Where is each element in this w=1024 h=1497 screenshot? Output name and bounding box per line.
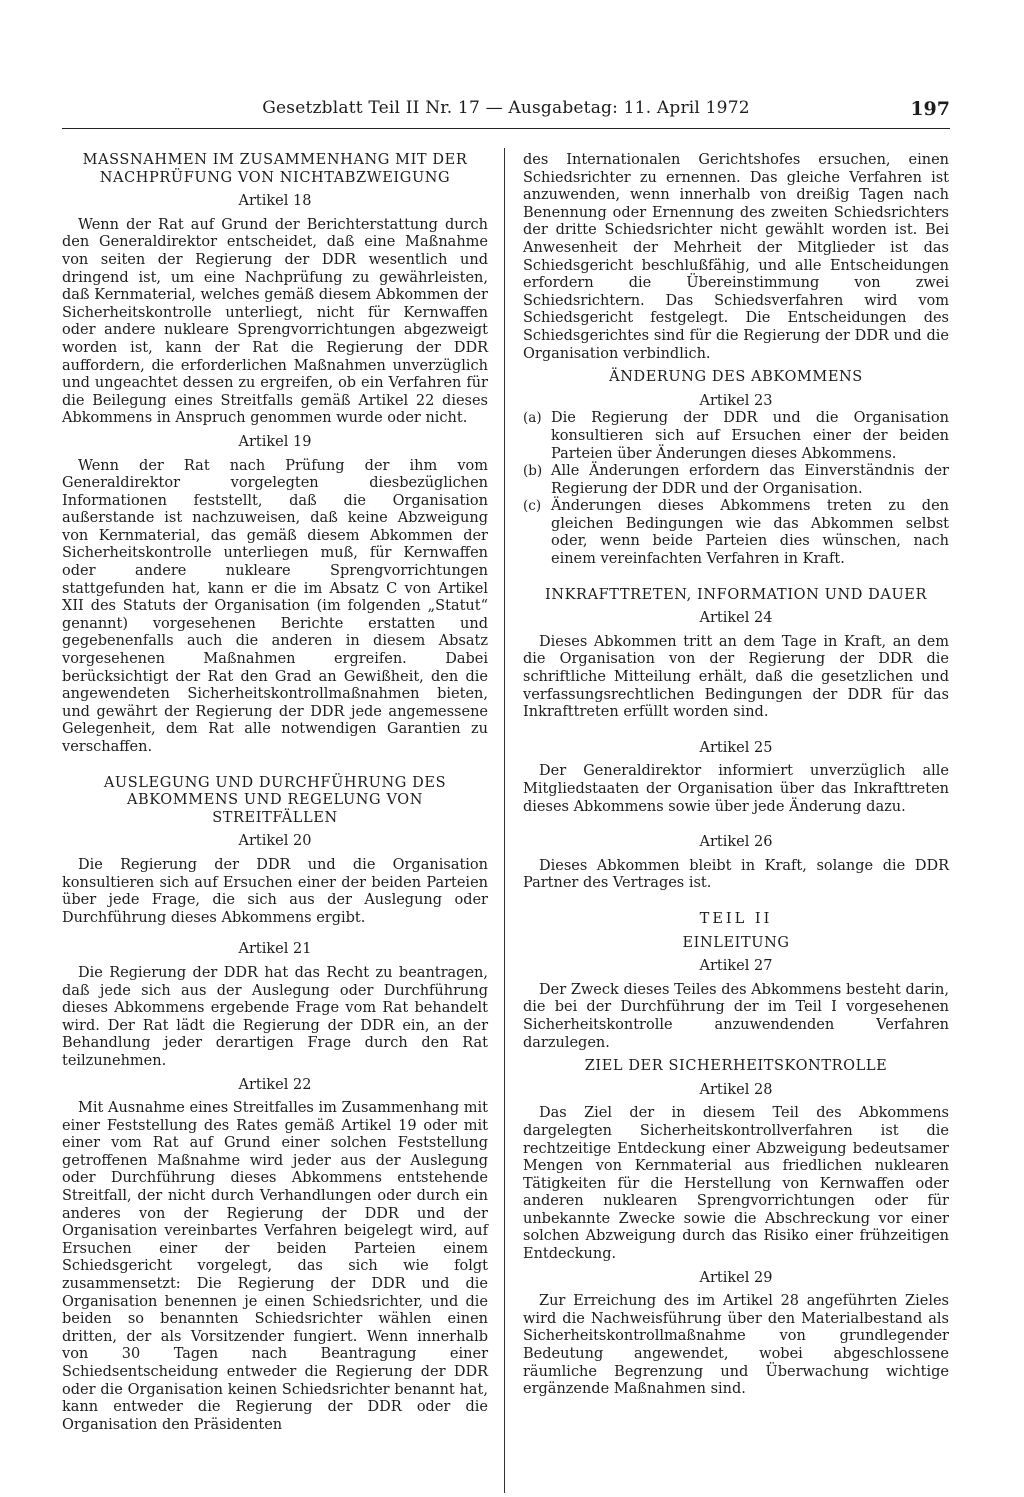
article-title: Artikel 28 — [699, 1081, 773, 1098]
article-title: Artikel 24 — [699, 610, 773, 627]
section-heading: ZIEL DER SICHERHEITSKONTROLLE — [584, 1058, 888, 1075]
article-title: Artikel 18 — [238, 193, 312, 210]
section-heading: INKRAFTTRETEN, INFORMATION UND DAUER — [545, 586, 927, 603]
article-text: Der Generaldirektor informiert unverzüglich alle Mitgliedstaaten der Organisation über das Inkrafttreten dieses Abkommens sowie über jede Änderung dazu. — [523, 763, 949, 815]
article-title: Artikel 27 — [699, 958, 773, 975]
part-title: TEIL II — [699, 910, 773, 927]
column-divider — [504, 148, 505, 1493]
page-number: 197 — [910, 98, 950, 120]
list-item — [523, 498, 949, 568]
article-title: Artikel 20 — [238, 833, 312, 850]
section-heading: ÄNDERUNG DES ABKOMMENS — [609, 369, 863, 386]
article-text: Dieses Abkommen tritt an dem Tage in Kraft, an dem die Organisation von der Regierung der DDR die schriftliche Mitteilung erhält, daß die gesetzlichen und verfassungsrechtlichen Bedingungen der DDR für das Inkrafttreten erfüllt worden sind. — [523, 633, 949, 721]
item-label: (c) — [523, 498, 542, 515]
article-text: Mit Ausnahme eines Streitfalles im Zusammenhang mit einer Feststellung des Rates gemäß Artikel 19 oder mit einer vom Rat auf Grund einer solchen Feststellung getroffenen Maßnahme wird jeder aus der Auslegung oder Durchführung dieses Abkommens entstehende Streitfall, der nicht durch Verhandlungen oder durch ein anderes von der Regierung der DDR und der Organisation vereinbartes Verfahren beigelegt wird, auf Ersuchen einer der beiden Parteien einem Schiedsgericht vorgelegt, das sich wie folgt zusammensetzt: Die Regierung der DDR und die Organisation benennen je einen Schiedsrichter, und die beiden so benannten Schiedsrichter wählen einen dritten, der als Vorsitzender fungiert. Wenn innerhalb von 30 Tagen nach Beantragung einer Schiedsentscheidung entweder die Regierung der DDR oder die Organisation keinen Schiedsrichter benannt hat, kann entweder die Regierung der DDR oder die Organisation den Präsidenten — [62, 1100, 488, 1433]
section-heading: EINLEITUNG — [682, 934, 790, 951]
article-text: Die Regierung der DDR hat das Recht zu beantragen, daß jede sich aus der Auslegung oder Durchführung dieses Abkommens ergebende Frage vom Rat behandelt wird. Der Rat lädt die Regierung der DDR ein, an der Behandlung jeder derartigen Frage durch den Rat teilzunehmen. — [62, 964, 488, 1069]
article-title: Artikel 21 — [238, 941, 312, 958]
article-title: Artikel 19 — [238, 433, 312, 450]
item-text: Änderungen dieses Abkommens treten zu den gleichen Bedingungen wie das Abkommen selbst oder, wenn beide Parteien dies wünschen, nach einem vereinfachten Verfahren in Kraft. — [551, 498, 949, 568]
article-text: Wenn der Rat nach Prüfung der ihm vom Generaldirektor vorgelegten diesbezüglichen Informationen feststellt, daß die Organisation außerstande ist nachzuweisen, daß keine Abzweigung von Kernmaterial, das gemäß diesem Abkommen der Sicherheitskontrolle unterliegen muß, für Kernwaffen oder andere nukleare Sprengvorrichtungen stattgefunden hat, kann er die im Absatz C von Artikel XII des Statuts der Organisation (im folgenden „Statut“ genannt) vorgesehenen Berichte erstatten und gegebenenfalls auch die anderen in diesem Absatz vorgesehenen Maßnahmen ergreifen. Dabei berücksichtigt der Rat den Grad an Gewißheit, den die angewendeten Sicherheitskontrollmaßnahmen bieten, und gewährt der Regierung der DDR jede angemessene Gelegenheit, dem Rat alle notwendigen Garantien zu verschaffen. — [62, 457, 488, 755]
journal-title: Gesetzblatt Teil II Nr. 17 — Ausgabetag: 11. April 1972 — [262, 98, 750, 118]
left-column — [62, 152, 488, 1434]
header-rule — [62, 128, 950, 129]
item-label: (a) — [523, 410, 542, 427]
article-text: Die Regierung der DDR und die Organisation konsultieren sich auf Ersuchen einer der beiden Parteien über jede Frage, die sich aus der Auslegung oder Durchführung dieses Abkommens ergibt. — [62, 856, 488, 926]
article-title: Artikel 29 — [699, 1269, 773, 1286]
article-title: Artikel 22 — [238, 1076, 312, 1093]
section-heading: MASSNAHMEN IM ZUSAMMENHANG MIT DER NACHPRÜFUNG VON NICHTABZWEIGUNG — [82, 152, 468, 186]
section-heading: AUSLEGUNG UND DURCHFÜHRUNG DES ABKOMMENS UND REGELUNG VON STREITFÄLLEN — [103, 774, 447, 826]
list-item — [523, 463, 949, 498]
page-header — [62, 98, 950, 128]
list-item — [523, 410, 949, 463]
article-text: Zur Erreichung des im Artikel 28 angeführten Zieles wird die Nachweisführung über den Materialbestand als Sicherheitskontrollmaßnahme von grundlegender Bedeutung angewendet, wobei abgeschlossene räumliche Begrenzung und Überwachung wichtige ergänzende Maßnahmen sind. — [523, 1293, 949, 1398]
article-text: Der Zweck dieses Teiles des Abkommens besteht darin, die bei der Durchführung der im Teil I vorgesehenen Sicherheitskontrolle anzuwendenden Verfahren darzulegen. — [523, 981, 949, 1051]
item-text: Die Regierung der DDR und die Organisation konsultieren sich auf Ersuchen einer der beiden Parteien über Änderungen dieses Abkommens. — [551, 410, 949, 462]
article-title: Artikel 25 — [699, 739, 773, 756]
article-text: Dieses Abkommen bleibt in Kraft, solange die DDR Partner des Vertrages ist. — [523, 857, 949, 892]
right-column — [523, 152, 949, 1399]
article-title: Artikel 23 — [699, 392, 773, 409]
article-text: Das Ziel der in diesem Teil des Abkommens dargelegten Sicherheitskontrollverfahren ist die rechtzeitige Entdeckung einer Abzweigung bedeutsamer Mengen von Kernmaterial aus friedlichen nuklearen Tätigkeiten für die Herstellung von Kernwaffen oder anderen nuklearen Sprengvorrichtungen oder für unbekannte Zwecke sowie die Abschreckung vor einer solchen Abzweigung durch das Risiko einer frühzeitigen Entdeckung. — [523, 1105, 949, 1263]
article-text: des Internationalen Gerichtshofes ersuchen, einen Schiedsrichter zu ernennen. Das gleiche Verfahren ist anzuwenden, wenn innerhalb von dreißig Tagen nach Benennung oder Ernennung des zweiten Schiedsrichters der dritte Schiedsrichter nicht gewählt worden ist. Bei Anwesenheit der Mehrheit der Mitglieder ist das Schiedsgericht beschlußfähig, und alle Entscheidungen erfordern die Übereinstimmung von zwei Schiedsrichtern. Das Schiedsverfahren wird vom Schiedsgericht festgelegt. Die Entscheidungen des Schiedsgerichtes sind für die Regierung der DDR und die Organisation verbindlich. — [523, 152, 949, 362]
article-text: Wenn der Rat auf Grund der Berichterstattung durch den Generaldirektor entscheidet, daß eine Maßnahme von seiten der Regierung der DDR wesentlich und dringend ist, um eine Nachprüfung zu gewährleisten, daß Kernmaterial, welches gemäß diesem Abkommen der Sicherheitskontrolle unterliegt, nicht für Kernwaffen oder andere nukleare Sprengvorrichtungen abgezweigt worden ist, kann der Rat die Regierung der DDR auffordern, die erforderlichen Maßnahmen unverzüglich und ungeachtet dessen zu ergreifen, ob ein Verfahren für die Beilegung eines Streitfalls gemäß Artikel 22 dieses Abkommens in Anspruch genommen wurde oder nicht. — [62, 216, 488, 427]
item-text: Alle Änderungen erfordern das Einverständnis der Regierung der DDR und der Organisation. — [551, 463, 949, 497]
item-label: (b) — [523, 463, 543, 480]
article-title: Artikel 26 — [699, 834, 773, 851]
